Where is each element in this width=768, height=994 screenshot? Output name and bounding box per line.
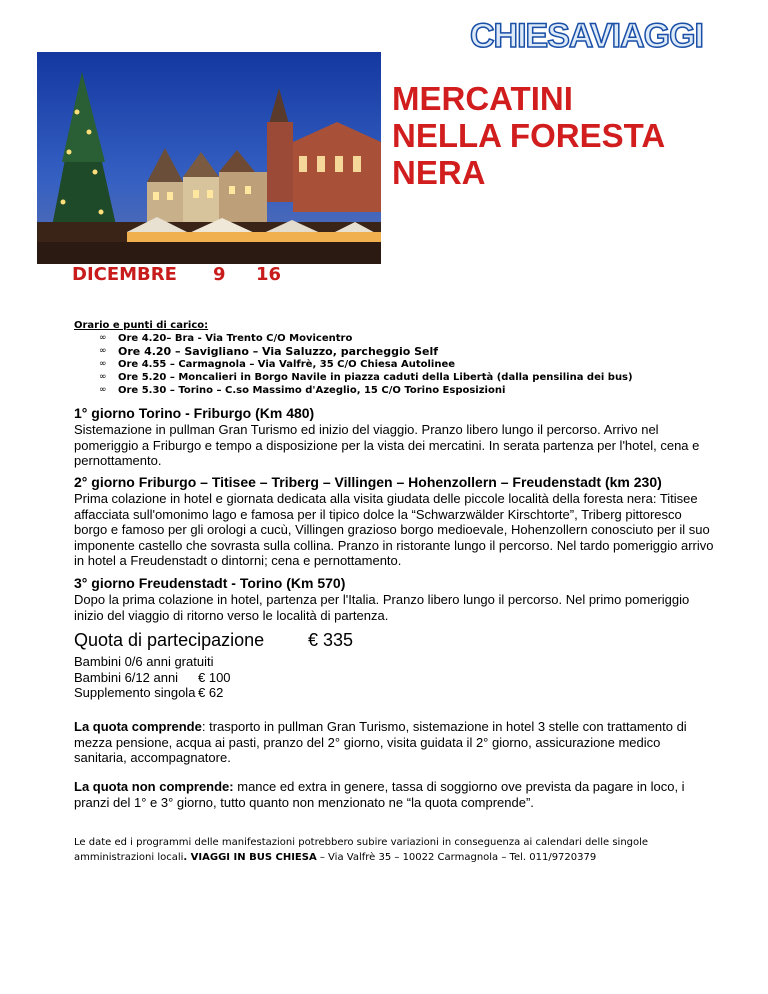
footer-disclaimer: Le date ed i programmi delle manifestazioni potrebbero subire variazioni in conseguenza ai calendari delle singole amministrazioni locali xyxy=(74,837,649,863)
pickup-item xyxy=(74,371,633,384)
month-label: DICEMBRE xyxy=(72,264,177,285)
pickup-heading: Orario e punti di carico: xyxy=(74,320,209,331)
infinity-bullet-icon: ∞ xyxy=(99,359,107,369)
pickup-item-text: Ore 4.20 – Savigliano – Via Saluzzo, parcheggio Self xyxy=(118,345,439,358)
footer-note xyxy=(74,835,714,865)
pickup-item-text: Ore 4.20– Bra - Via Trento C/O Movicentro xyxy=(118,333,353,344)
price-line-value: € 62 xyxy=(198,685,224,700)
pickup-item xyxy=(74,345,633,358)
infinity-bullet-icon: ∞ xyxy=(99,346,107,356)
pickup-item xyxy=(74,384,633,397)
includes-paragraph xyxy=(74,719,710,766)
day-3-heading: 3° giorno Freudenstadt - Torino (Km 570) xyxy=(74,575,346,591)
price-line xyxy=(74,654,213,670)
title-line-2: NELLA FORESTA xyxy=(392,117,666,154)
excludes-label: La quota non comprende: xyxy=(74,779,234,794)
pickup-item-text: Ore 5.30 – Torino – C.so Massimo d'Azeglio, 15 C/O Torino Esposizioni xyxy=(118,385,506,396)
date-from: 9 xyxy=(213,264,226,285)
day-2-section xyxy=(74,474,714,569)
day-3-section xyxy=(74,575,714,623)
price-line-label: Bambini 0/6 anni gratuiti xyxy=(74,654,214,669)
price-line-value: € 100 xyxy=(198,669,231,685)
infinity-bullet-icon: ∞ xyxy=(99,372,107,382)
day-1-heading: 1° giorno Torino - Friburgo (Km 480) xyxy=(74,405,315,421)
pickup-item xyxy=(74,358,633,371)
title-line-3: NERA xyxy=(392,154,486,191)
day-2-heading: 2° giorno Friburgo – Titisee – Triberg – Villingen – Hohenzollern – Freudenstadt (km 230) xyxy=(74,474,662,490)
day-3-text: Dopo la prima colazione in hotel, partenza per l'Italia. Pranzo libero lungo il percorso. Nel primo pomeriggio inizio del viaggio di ritorno verso le località di partenza. xyxy=(74,592,690,623)
price-line-label: Bambini 6/12 anni xyxy=(74,669,179,685)
day-2-text: Prima colazione in hotel e giornata dedicata alla visita giudata delle piccole località della foresta nera: Titisee affacciata sull'omonimo lago e famosa per il tipico dolce la “Schwarzwälder Kirschtorte”, Triberg pittoresco borgo e famoso per gli orologi a cucù, Villingen grazioso borgo medioevale, Hohenzollern conosciuto per il suo imponente castello che sovrasta sulla collina. Pranzo in ristorante lungo il percorso. Nel tardo pomeriggio arrivo in hotel a Freudenstadt o dintorni; cena e pernottamento. xyxy=(74,491,714,568)
day-1-section xyxy=(74,405,714,469)
price-value: € 335 xyxy=(308,630,354,650)
price-label: Quota di partecipazione xyxy=(74,630,265,650)
price-line-label: Supplemento singola xyxy=(74,685,196,700)
day-1-text: Sistemazione in pullman Gran Turismo ed inizio del viaggio. Pranzo libero lungo il percorso. Arrivo nel pomeriggio a Friburgo e tempo a disposizione per la vista dei mercatini. In serata partenza per l'hotel, cena e pernottamento. xyxy=(74,422,700,468)
pickup-points xyxy=(74,320,633,397)
includes-text: : trasporto in pullman Gran Turismo, sistemazione in hotel 3 stelle con trattamento di mezza pensione, acqua ai pasti, pranzo del 2° giorno, visita guidata il 2° giorno, assicurazione medico sanitaria, accompagnatore. xyxy=(74,719,687,765)
infinity-bullet-icon: ∞ xyxy=(99,385,107,395)
infinity-bullet-icon: ∞ xyxy=(99,333,107,343)
footer-address: – Via Valfrè 35 – 10022 Carmagnola – Tel. 011/9720379 xyxy=(316,852,597,863)
pickup-item xyxy=(74,332,633,345)
price-line xyxy=(74,685,224,701)
price-details xyxy=(74,654,231,701)
title-line-1: MERCATINI xyxy=(392,80,573,117)
includes-label: La quota comprende xyxy=(74,719,202,734)
pickup-item-text: Ore 5.20 – Moncalieri in Borgo Navile in piazza caduti della Libertà (dalla pensilina dei bus) xyxy=(118,372,633,383)
christmas-market-photo xyxy=(37,52,381,264)
footer-company: . VIAGGI IN BUS CHIESA xyxy=(183,852,317,863)
company-logo: CHIESAVIAGGI xyxy=(470,17,703,55)
pickup-item-text: Ore 4.55 – Carmagnola – Via Valfrè, 35 C/O Chiesa Autolinee xyxy=(118,359,456,370)
date-to: 16 xyxy=(256,264,282,285)
page-title xyxy=(392,80,762,191)
price-line xyxy=(74,669,231,686)
excludes-paragraph xyxy=(74,779,710,810)
excludes-text: mance ed extra in genere, tassa di soggiorno ove prevista da pagare in loco, i pranzi del 1° e 3° giorno, tutto quanto non menzionato ne “la quota comprende”. xyxy=(74,779,685,810)
